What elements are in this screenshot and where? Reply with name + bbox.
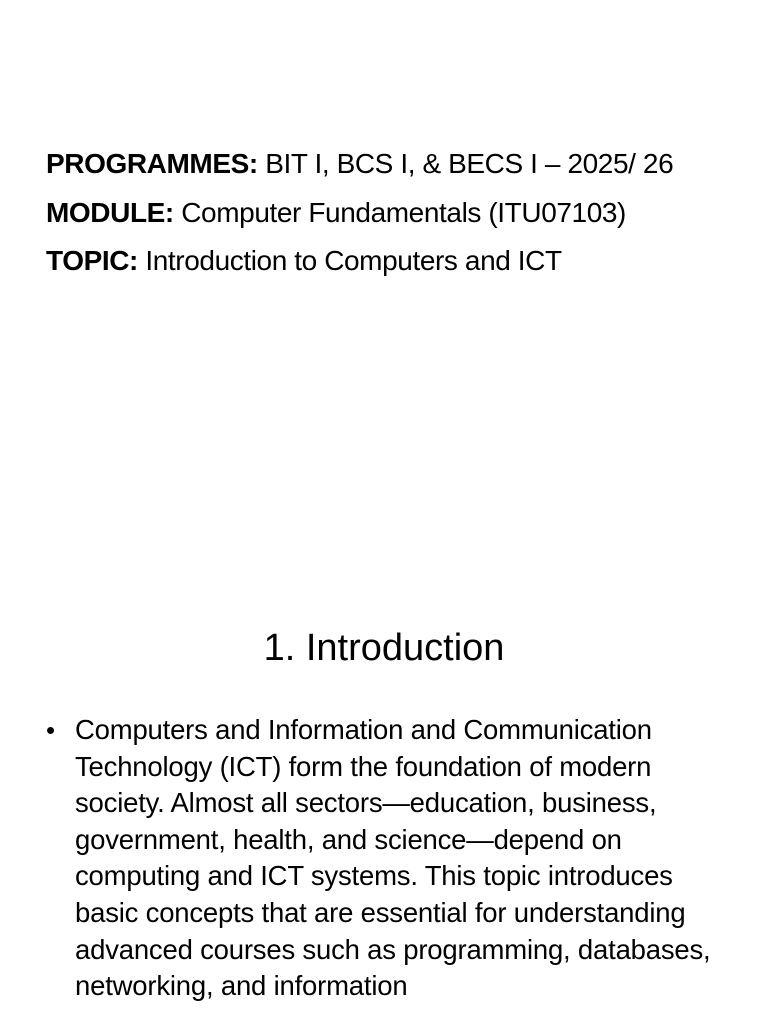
- course-info: [46, 140, 673, 286]
- bullet-text: Computers and Information and Communication Technology (ICT) form the foundation of modern society. Almost all sectors—education, business, government, health, and science—depend on computing and ICT systems. This topic introduces basic concepts that are essential for understanding advanced courses such as programming, databases, networking, and information: [75, 714, 711, 1002]
- bullet-marker: •: [46, 715, 56, 745]
- module-label: MODULE:: [46, 196, 174, 228]
- programmes-line: [46, 140, 673, 189]
- topic-label: TOPIC:: [46, 245, 138, 276]
- module-value: Computer Fundamentals (ITU07103): [173, 196, 626, 228]
- bullet-list: [46, 712, 726, 1005]
- section-title: 1. Introduction: [263, 627, 505, 669]
- module-line: [46, 189, 673, 238]
- introduction-slide: [0, 576, 768, 1024]
- list-item: [46, 712, 726, 1005]
- programmes-label: PROGRAMMES:: [46, 148, 258, 179]
- programmes-value: BIT I, BCS I, & BECS I – 2025/ 26: [257, 148, 674, 179]
- topic-value: Introduction to Computers and ICT: [137, 245, 562, 276]
- topic-line: [46, 237, 673, 286]
